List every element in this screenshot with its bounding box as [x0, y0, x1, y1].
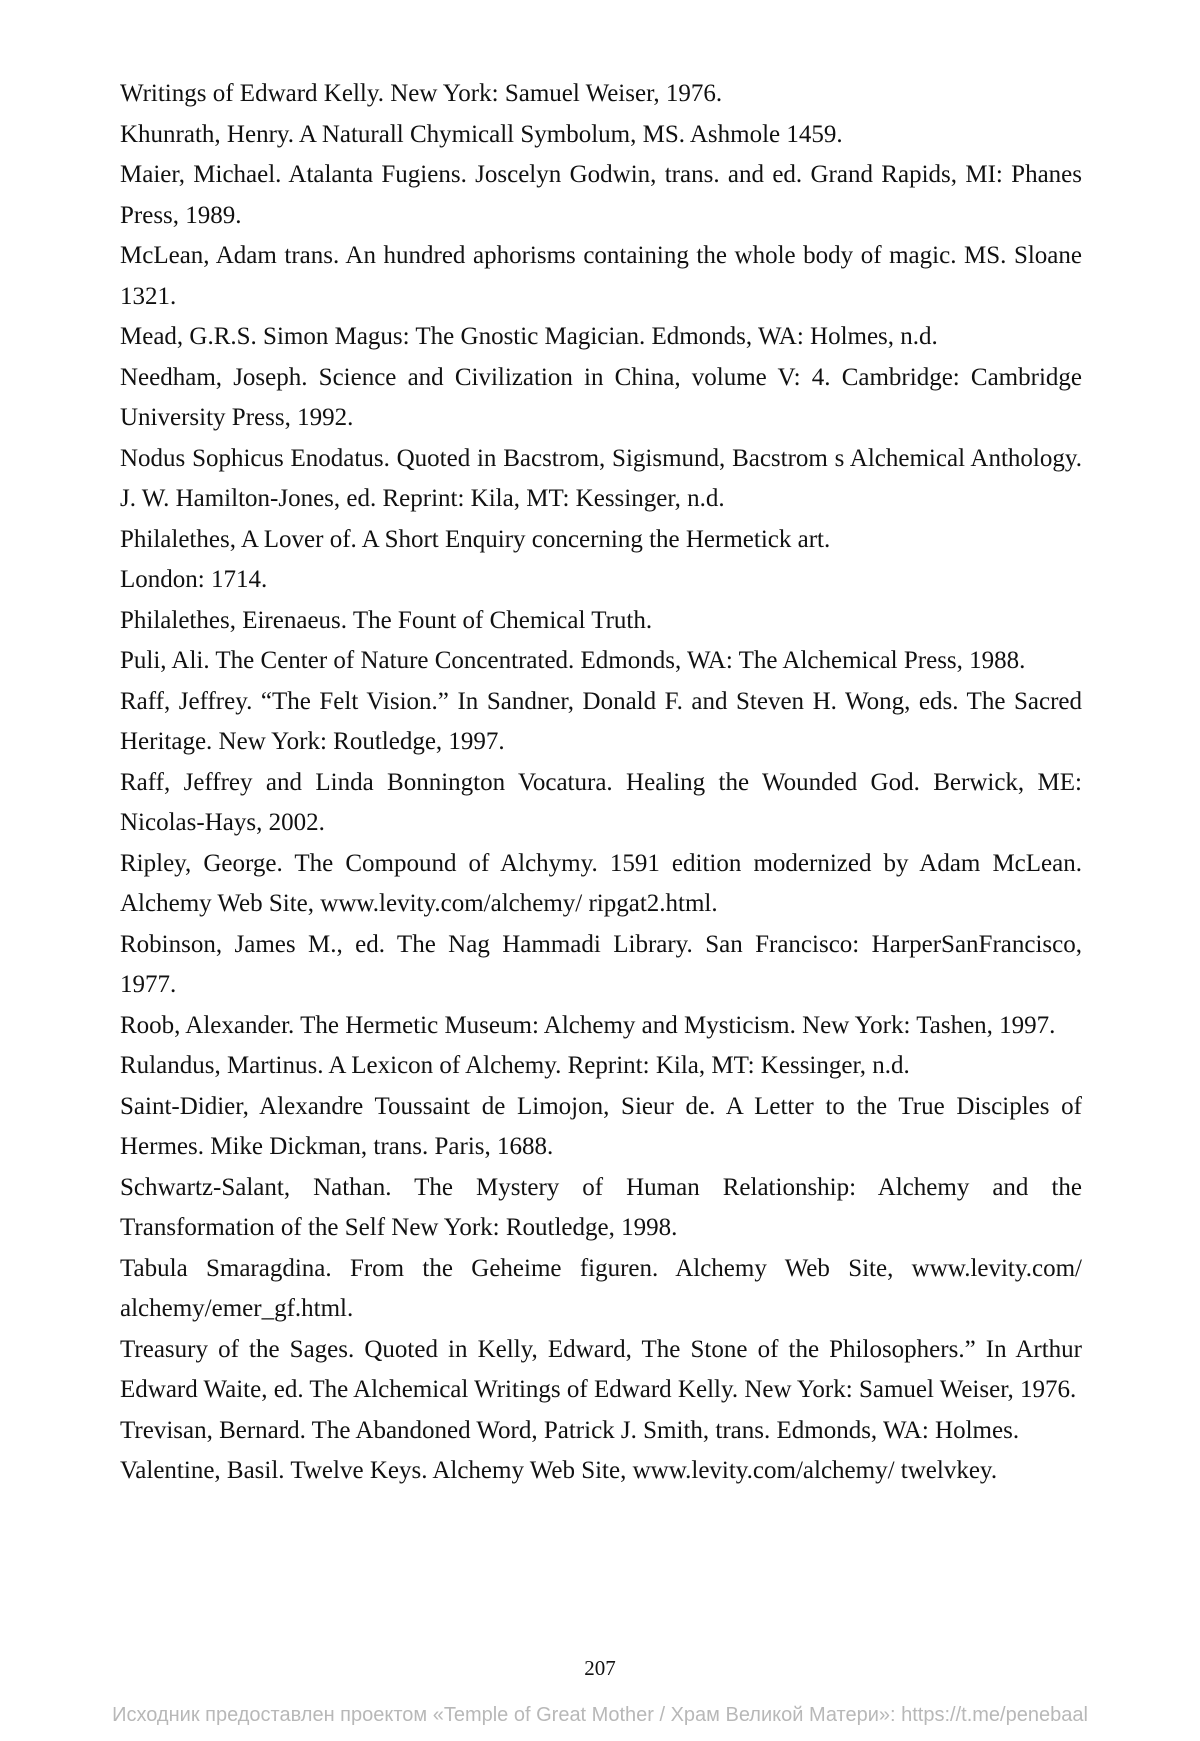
- bibliography-entry: Valentine, Basil. Twelve Keys. Alchemy Web Site, www.levity.com/alchemy/ twelvkey.: [120, 1457, 998, 1484]
- bibliography-entry: Trevisan, Bernard. The Abandoned Word, Patrick J. Smith, trans. Edmonds, WA: Holmes.: [120, 1416, 1020, 1444]
- bibliography-entry: Raff, Jeffrey and Linda Bonnington Vocatura. Healing the Wounded God. Berwick, ME: Nicolas-Hays, 2002.: [120, 768, 1082, 836]
- bibliography-entry: McLean, Adam trans. An hundred aphorisms containing the whole body of magic. MS. Sloane 1321.: [120, 242, 1082, 310]
- bibliography-entry: Schwartz-Salant, Nathan. The Mystery of Human Relationship: Alchemy and the Transformation of the Self New York: Routledge, 1998.: [120, 1173, 1082, 1241]
- bibliography-entry: Roob, Alexander. The Hermetic Museum: Alchemy and Mysticism. New York: Tashen, 1997.: [120, 1011, 1056, 1039]
- bibliography-entry: Saint-Didier, Alexandre Toussaint de Limojon, Sieur de. A Letter to the True Disciples of Hermes. Mike Dickman, trans. Paris, 1688.: [120, 1092, 1082, 1160]
- bibliography-entry: Tabula Smaragdina. From the Geheime figuren. Alchemy Web Site, www.levity.com/ alchemy/emer_gf.html.: [120, 1254, 1082, 1322]
- bibliography-entry: Writings of Edward Kelly. New York: Samuel Weiser, 1976.: [120, 80, 723, 107]
- bibliography-entry: Philalethes, A Lover of. A Short Enquiry concerning the Hermetick art.: [120, 525, 831, 553]
- bibliography-entry: Treasury of the Sages. Quoted in Kelly, Edward, The Stone of the Philosophers.” In Arthur Edward Waite, ed. The Alchemical Writings of Edward Kelly. New York: Samuel Weiser, 1976.: [120, 1335, 1082, 1403]
- page-number: 207: [584, 1656, 616, 1680]
- bibliography-entry: Philalethes, Eirenaeus. The Fount of Chemical Truth.: [120, 606, 653, 634]
- bibliography-entry: Ripley, George. The Compound of Alchymy. 1591 edition modernized by Adam McLean. Alchemy Web Site, www.levity.com/alchemy/ ripgat2.html.: [120, 849, 1082, 917]
- bibliography-entry: Khunrath, Henry. A Naturall Chymicall Symbolum, MS. Ashmole 1459.: [120, 120, 843, 148]
- bibliography-entry: Nodus Sophicus Enodatus. Quoted in Bacstrom, Sigismund, Bacstrom s Alchemical Anthology. J. W. Hamilton-Jones, ed. Reprint: Kila, MT: Kessinger, n.d.: [120, 444, 1082, 512]
- bibliography-entry: Mead, G.R.S. Simon Magus: The Gnostic Magician. Edmonds, WA: Holmes, n.d.: [120, 323, 938, 350]
- bibliography-entry: Rulandus, Martinus. A Lexicon of Alchemy. Reprint: Kila, MT: Kessinger, n.d.: [120, 1052, 910, 1079]
- source-watermark: Исходник предоставлен проектом «Temple of Great Mother / Храм Великой Матери»: https://t.me/penebaal: [112, 1704, 1088, 1726]
- bibliography-entry: Maier, Michael. Atalanta Fugiens. Joscelyn Godwin, trans. and ed. Grand Rapids, MI: Phanes Press, 1989.: [120, 161, 1082, 229]
- bibliography-entry: Raff, Jeffrey. “The Felt Vision.” In Sandner, Donald F. and Steven H. Wong, eds. The Sacred Heritage. New York: Routledge, 1997.: [120, 687, 1082, 755]
- bibliography-list: [120, 74, 1082, 1492]
- bibliography-entry: Robinson, James M., ed. The Nag Hammadi Library. San Francisco: HarperSanFrancisco, 1977.: [120, 930, 1082, 998]
- bibliography-entry: London: 1714.: [120, 566, 268, 593]
- bibliography-entry: Needham, Joseph. Science and Civilization in China, volume V: 4. Cambridge: Cambridge University Press, 1992.: [120, 363, 1082, 431]
- bibliography-entry: Puli, Ali. The Center of Nature Concentrated. Edmonds, WA: The Alchemical Press, 1988.: [120, 647, 1026, 674]
